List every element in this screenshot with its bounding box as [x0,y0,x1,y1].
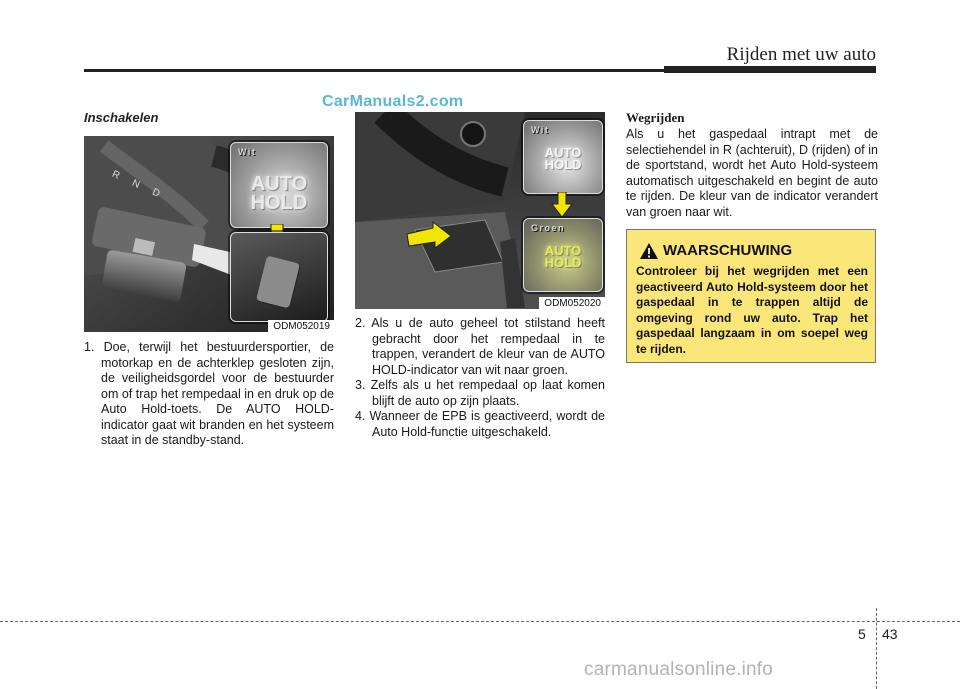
footer-divider [876,608,877,689]
step-3: 3. Zelfs als u het rempedaal op laat komen blijft de auto op zijn plaats. [355,378,605,408]
header-title: Rijden met uw auto [726,44,876,65]
figure-code: ODM052019 [268,320,334,332]
watermark-top[interactable]: CarManuals2.com [322,93,464,110]
watermark-bottom[interactable]: carmanualsonline.info [584,659,774,680]
warning-title: WAARSCHUWING [663,242,793,259]
warning-text: Controleer bij het wegrijden met een geactiveerd Auto Hold-systeem door het gaspedaal in te trappen altijd de omgeving rond uw auto. Trap het gaspedaal langzaam in om soepel weg te rijden. [636,264,868,356]
warning-triangle-icon [639,242,659,260]
wegrijden-text: Als u het gaspedaal intrapt met de selectiehendel in R (achteruit), D (rijden) of in de sportstand, wordt het Auto Hold-systeem automatisch uitgeschakeld en begint de auto te rijden. De kleur van de indicator verandert van groen naar wit. [626,127,878,219]
figure-code: ODM052020 [539,297,605,309]
auto-hold-line1: AUTO [250,173,308,195]
auto-hold-green-line2: HOLD [544,255,582,271]
step-4: 4. Wanneer de EPB is geactiveerd, wordt de Auto Hold-functie uitgeschakeld. [355,409,605,439]
auto-hold-white-line2: HOLD [544,157,582,173]
callout-label-white: Wit [531,125,550,135]
step-1: 1. Doe, terwijl het bestuurdersportier, de motorkap en de achterklep gesloten zijn, de veiligheidsgordel voor de bestuurder om of trap het rempedaal in en druk op de Auto Hold-toets. De AUTO HOLD-indicator gaat wit branden en het systeem staat in de standby-stand. [84,340,334,447]
footer-rule [0,621,960,622]
auto-hold-line2: HOLD [250,192,308,214]
callout-label: Wit [238,147,257,157]
header-rule [84,69,664,72]
step-2: 2. Als u de auto geheel tot stilstand heeft gebracht door het rempedaal in te trappen, verandert de kleur van de AUTO HOLD-indicator van wit naar groen. [355,316,605,377]
arrow-down-icon [551,192,573,218]
page-chapter: 5 [858,626,866,642]
callout-button-closeup [230,232,328,322]
auto-hold-indicator [231,175,327,213]
page-number: 43 [882,626,898,642]
callout-white-left [230,142,328,228]
callout-label-green: Groen [531,223,566,233]
section-title: Inschakelen [84,110,159,125]
gear-letters: R N D [110,168,167,203]
figure-middle [355,112,605,309]
figure-left [84,136,334,332]
auto-hold-green-line1: AUTO [544,243,582,258]
steps-left [84,340,334,449]
steps-middle [355,316,605,440]
auto-hold-indicator-green [524,245,602,270]
callout-white-top [523,120,603,194]
auto-hold-white-line1: AUTO [544,145,582,160]
auto-hold-button [256,256,300,309]
auto-hold-indicator-white [524,147,602,172]
header-rule-accent [664,66,876,73]
callout-green-bottom [523,218,603,292]
warning-box [626,229,876,363]
wegrijden-heading: Wegrijden [626,110,685,125]
